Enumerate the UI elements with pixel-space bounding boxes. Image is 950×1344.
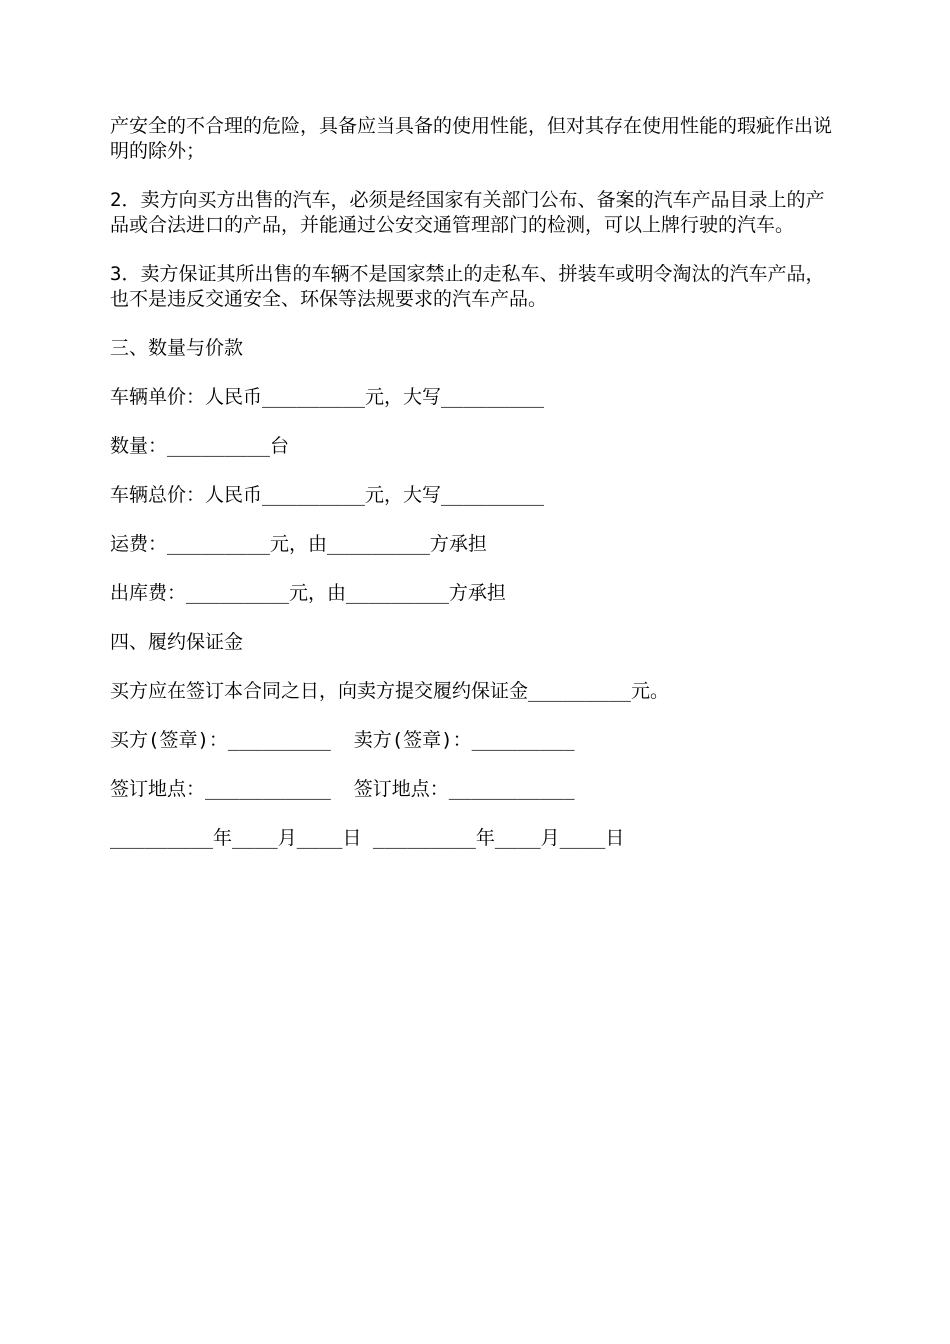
unit-price-line: 车辆单价：人民币_________元，大写_________ bbox=[110, 386, 544, 408]
paragraph-clause-3: 3．卖方保证其所出售的车辆不是国家禁止的走私车、拼装车或明令淘汰的汽车产品，也不是违反交通安全、环保等法规要求的汽车产品。 bbox=[110, 263, 825, 310]
date-line: _________年____月____日 _________年____月____日 bbox=[110, 827, 625, 849]
paragraph-clause-2: 2．卖方向买方出售的汽车，必须是经国家有关部门公布、备案的汽车产品目录上的产品或合法进口的产品，并能通过公安交通管理部门的检测，可以上牌行驶的汽车。 bbox=[110, 189, 825, 236]
document-page bbox=[110, 114, 840, 875]
paragraph-quality-clause: 产安全的不合理的危险，具备应当具备的使用性能，但对其存在使用性能的瑕疵作出说明的除外； bbox=[110, 115, 833, 162]
warehouse-fee-line: 出库费：_________元，由_________方承担 bbox=[110, 582, 506, 604]
deposit-line: 买方应在签订本合同之日，向卖方提交履约保证金_________元。 bbox=[110, 680, 669, 702]
section-heading-deposit: 四、履约保证金 bbox=[110, 631, 244, 653]
section-heading-quantity-price: 三、数量与价款 bbox=[110, 337, 244, 359]
quantity-line: 数量：_________台 bbox=[110, 435, 289, 457]
total-price-line: 车辆总价：人民币_________元，大写_________ bbox=[110, 484, 544, 506]
sign-place-line: 签订地点：___________ 签订地点：___________ bbox=[110, 778, 575, 800]
freight-line: 运费：_________元，由_________方承担 bbox=[110, 533, 487, 555]
signature-line: 买方(签章)：_________ 卖方(签章)：_________ bbox=[110, 729, 575, 751]
